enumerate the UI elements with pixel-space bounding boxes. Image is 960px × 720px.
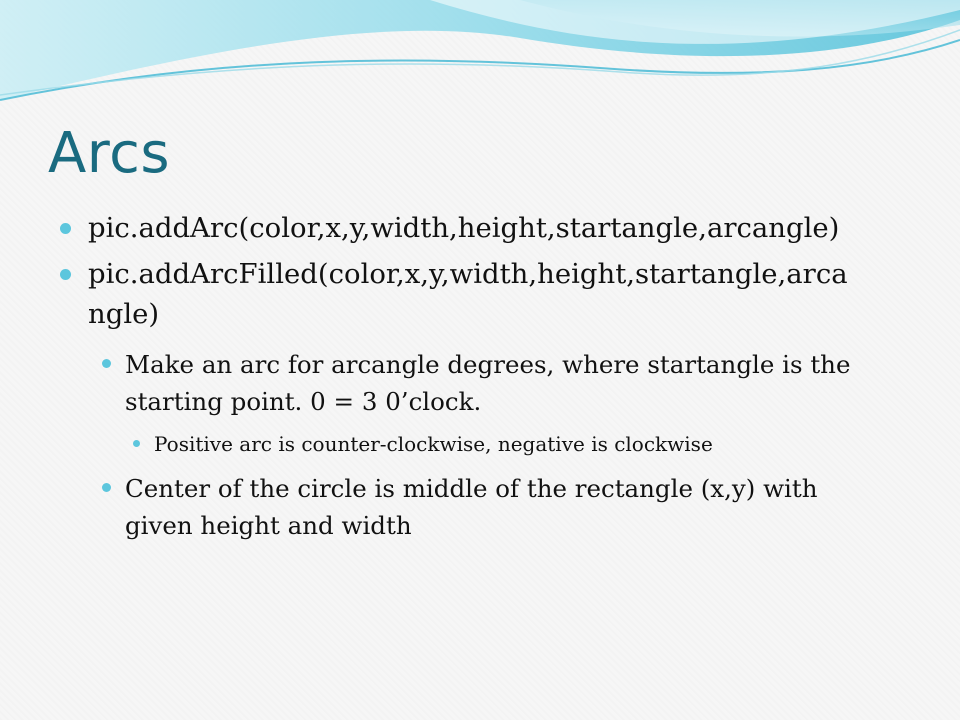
- bullet-dot-icon: [102, 359, 111, 368]
- sub-sub-bullet-direction: [133, 430, 910, 458]
- bullet-text-line-2: ngle): [88, 298, 160, 330]
- bullet-text-line-1: Center of the circle is middle of the rectangle (x,y) with: [125, 474, 818, 503]
- bullet-list: [60, 208, 910, 552]
- slide-title: Arcs: [48, 121, 171, 186]
- bullet-add-arc-filled: [60, 254, 910, 334]
- bullet-text-line-2: starting point. 0 = 3 0’clock.: [125, 387, 482, 416]
- bullet-dot-icon: [60, 269, 71, 280]
- header-wave-decoration: [0, 0, 960, 120]
- bullet-text: Positive arc is counter-clockwise, negative is clockwise: [154, 432, 713, 456]
- sub-bullet-arc-description: [102, 346, 910, 420]
- bullet-dot-icon: [133, 440, 140, 447]
- bullet-dot-icon: [102, 483, 111, 492]
- bullet-dot-icon: [60, 223, 71, 234]
- bullet-text-line-1: Make an arc for arcangle degrees, where startangle is the: [125, 350, 851, 379]
- bullet-text-line-2: given height and width: [125, 511, 412, 540]
- bullet-text: pic.addArc(color,x,y,width,height,startangle,arcangle): [88, 212, 840, 244]
- bullet-add-arc: [60, 208, 910, 248]
- bullet-text-line-1: pic.addArcFilled(color,x,y,width,height,startangle,arca: [88, 258, 848, 290]
- sub-bullet-circle-center: [102, 470, 910, 544]
